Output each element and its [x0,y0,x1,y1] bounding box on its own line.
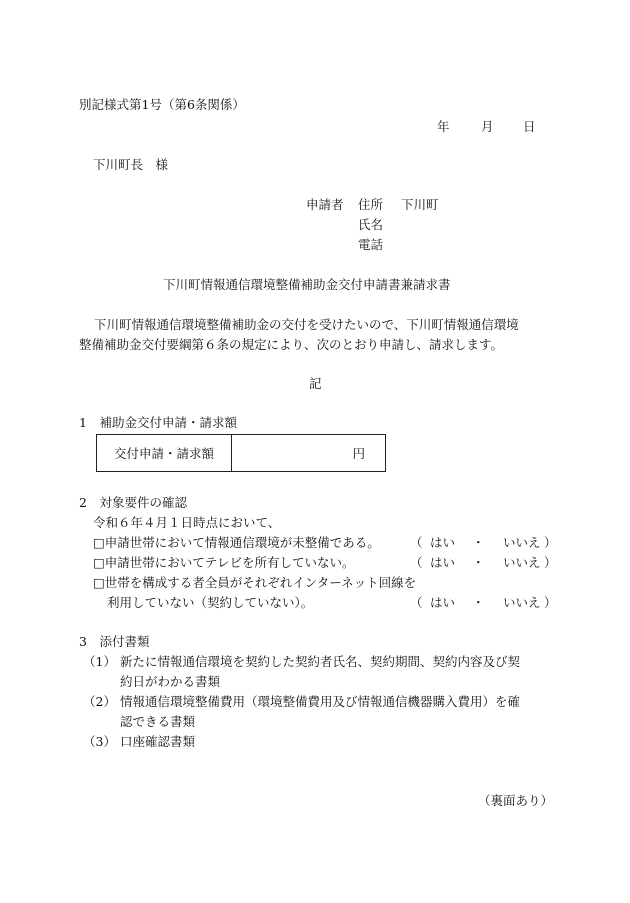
attachment-1-line1: 新たに情報通信環境を契約した契約者氏名、契約期間、契約内容及び契 [120,654,521,669]
reverse-side-note: （裏面あり） [478,793,554,808]
attachment-2-line2: 認できる書類 [120,714,196,729]
requirement-2[interactable]: □申請世帯においてテレビを所有していない。 [93,555,355,570]
requirement-3[interactable]: □世帯を構成する者全員がそれぞれインターネット回線を [93,575,417,590]
section2-intro: 令和６年４月１日時点において、 [93,515,281,530]
address-label: 住所 [358,197,384,212]
document-page: 別記様式第1号（第6条関係） 年 月 日 下川町長 様 申請者 住所 下川町 氏名 電話 下川町情報通信環境整備補助金交付申請書兼請求書 下川町情報通信環境整備補助金の交付を受けたいので、下川町情報通信環境 整備補助金交付要綱第６条の規定により、次のとおり申請し、請求します。 記 1 補助金交付申請・請求額 交付申請・請求額 円 2 対象要件の確認 令和６年４月１日時点において、 □申請世帯において情報通信環境が未整備である。 （ はい ・ いいえ ） □申請世帯においてテレビを所有していない。 （ はい ・ いいえ ） □世帯を構成する者全員がそれぞれインターネット回線を 利用していない（契約していない）。 （ はい ・ いいえ ） 3 添付書類 （1） 新たに情報通信環境を契約した契約者氏名、契約期間、契約内容及び契 約日がわかる書類 （2） 情報通信環境整備費用（環境整備費用及び情報通信機器購入費用）を確 認できる書類 （3） 口座確認書類 （裏面あり） [79,97,557,808]
phone-label: 電話 [358,237,384,252]
section3-heading: 3 添付書類 [79,634,150,649]
requirement-2-no[interactable]: いいえ [503,555,541,570]
attachment-2-number: （2） [83,694,116,709]
date-year-label: 年 [437,119,450,134]
requirement-3-yes[interactable]: はい [430,595,456,610]
requirement-1[interactable]: □申請世帯において情報通信環境が未整備である。 [93,535,380,550]
attachment-2-line1: 情報通信環境整備費用（環境整備費用及び情報通信機器購入費用）を確 [120,694,521,709]
name-label: 氏名 [358,217,384,232]
applicant-label: 申請者 [306,197,344,212]
requirement-1-yes[interactable]: はい [430,535,456,550]
amount-label-cell: 交付申請・請求額 [97,435,232,471]
attachment-1-number: （1） [83,654,116,669]
amount-unit: 円 [352,446,365,461]
attachment-3-line1: 口座確認書類 [120,734,196,749]
form-number: 別記様式第1号（第6条関係） [79,97,245,112]
requirement-1-no[interactable]: いいえ [503,535,541,550]
addressee: 下川町長 様 [93,157,169,172]
amount-table [96,434,386,472]
body-line-2: 整備補助金交付要綱第６条の規定により、次のとおり申請し、請求します。 [79,337,504,352]
attachment-3-number: （3） [83,734,116,749]
date-day-label: 日 [523,119,536,134]
requirement-2-yes[interactable]: はい [430,555,456,570]
address-value: 下川町 [401,197,439,212]
attachment-1-line2: 約日がわかる書類 [120,674,221,689]
body-line-1: 下川町情報通信環境整備補助金の交付を受けたいので、下川町情報通信環境 [94,317,519,332]
document-title: 下川町情報通信環境整備補助金交付申請書兼請求書 [163,277,451,292]
ki-marker: 記 [309,376,322,391]
amount-value-cell[interactable] [232,435,385,471]
requirement-3-cont: 利用していない（契約していない）。 [107,595,314,610]
requirement-3-no[interactable]: いいえ [503,595,541,610]
date-month-label: 月 [481,119,494,134]
section2-heading: 2 対象要件の確認 [79,495,187,510]
section1-heading: 1 補助金交付申請・請求額 [79,415,237,430]
